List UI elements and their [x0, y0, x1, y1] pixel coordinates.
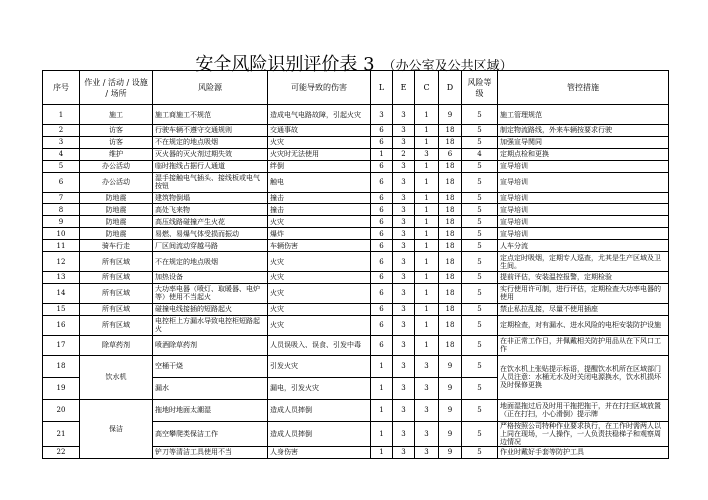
cell-src: 施工商施工不规范 [153, 105, 268, 125]
cell-lvl: 5 [462, 105, 498, 125]
cell-no: 8 [43, 204, 80, 216]
cell-c: 3 [415, 446, 439, 458]
cell-src: 高处飞来物 [153, 204, 268, 216]
cell-e: 3 [393, 446, 415, 458]
cell-src: 加热设备 [153, 272, 268, 284]
cell-act: 饮水机 [80, 355, 153, 399]
cell-c: 1 [415, 136, 439, 148]
cell-lvl: 5 [462, 303, 498, 315]
cell-no: 18 [43, 355, 80, 377]
table-row [43, 355, 669, 377]
table-row [43, 125, 669, 137]
cell-ctrl: 定期检查，对有漏水、进水风险的电柜安装防护设施 [498, 315, 669, 335]
cell-l: 1 [371, 355, 393, 377]
cell-l: 6 [371, 160, 393, 172]
cell-ctrl: 作业时戴好手套等防护工具 [498, 446, 669, 458]
cell-no: 11 [43, 240, 80, 252]
cell-d: 18 [439, 240, 462, 252]
cell-d: 18 [439, 160, 462, 172]
cell-lvl: 5 [462, 446, 498, 458]
cell-harm: 造成人员摔倒 [268, 399, 371, 421]
cell-no: 2 [43, 125, 80, 137]
table-row [43, 252, 669, 272]
cell-lvl: 5 [462, 421, 498, 446]
cell-l: 3 [371, 105, 393, 125]
cell-no: 12 [43, 252, 80, 272]
cell-c: 1 [415, 335, 439, 355]
cell-d: 18 [439, 204, 462, 216]
cell-d: 18 [439, 172, 462, 192]
cell-act: 维护 [80, 148, 153, 160]
cell-lvl: 5 [462, 228, 498, 240]
cell-l: 6 [371, 172, 393, 192]
header-cell: 序号 [43, 71, 80, 105]
cell-c: 3 [415, 399, 439, 421]
cell-src: 厂区间流动穿越马路 [153, 240, 268, 252]
cell-ctrl: 地面湿拖过后及时用干拖把拖干，并在打扫区域放置（正在打扫，小心滑倒）提示牌 [498, 399, 669, 421]
cell-d: 18 [439, 272, 462, 284]
cell-ctrl: 宣导培训 [498, 192, 669, 204]
cell-d: 18 [439, 303, 462, 315]
cell-harm: 车辆伤害 [268, 240, 371, 252]
header-cell: E [393, 71, 415, 105]
cell-d: 9 [439, 446, 462, 458]
cell-ctrl: 宣导培训 [498, 204, 669, 216]
header-cell: 管控措施 [498, 71, 669, 105]
cell-d: 9 [439, 377, 462, 399]
cell-d: 18 [439, 125, 462, 137]
cell-harm: 漏电，引发火灾 [268, 377, 371, 399]
cell-l: 6 [371, 252, 393, 272]
cell-l: 6 [371, 315, 393, 335]
cell-src: 高压线路碰撞产生火花 [153, 216, 268, 228]
table-row [43, 204, 669, 216]
cell-no: 6 [43, 172, 80, 192]
title-main: 安全风险识别评价表 3 [195, 54, 375, 75]
cell-e: 3 [393, 204, 415, 216]
cell-ctrl: 制定物流路线，外来车辆按要求行驶 [498, 125, 669, 137]
cell-e: 3 [393, 335, 415, 355]
cell-src: 临时拖线占据行人通道 [153, 160, 268, 172]
cell-e: 2 [393, 148, 415, 160]
cell-d: 18 [439, 216, 462, 228]
cell-l: 1 [371, 148, 393, 160]
cell-harm: 撞击 [268, 192, 371, 204]
cell-src: 电控柜上方漏水导致电控柜短路起火 [153, 315, 268, 335]
cell-e: 3 [393, 283, 415, 303]
cell-lvl: 5 [462, 216, 498, 228]
cell-c: 1 [415, 272, 439, 284]
cell-ctrl: 人车分流 [498, 240, 669, 252]
cell-d: 9 [439, 421, 462, 446]
cell-lvl: 5 [462, 252, 498, 272]
cell-d: 9 [439, 105, 462, 125]
header-cell: 可能导致的伤害 [268, 71, 371, 105]
cell-act: 除草药剂 [80, 335, 153, 355]
cell-d: 18 [439, 192, 462, 204]
cell-d: 6 [439, 148, 462, 160]
cell-act: 所有区域 [80, 315, 153, 335]
cell-lvl: 5 [462, 192, 498, 204]
cell-l: 1 [371, 421, 393, 446]
cell-harm: 火灾 [268, 216, 371, 228]
cell-e: 3 [393, 160, 415, 172]
cell-l: 1 [371, 377, 393, 399]
cell-src: 行驶车辆不遵守交通规则 [153, 125, 268, 137]
cell-c: 1 [415, 303, 439, 315]
cell-src: 漏水 [153, 377, 268, 399]
cell-src: 拖地时地面太潮湿 [153, 399, 268, 421]
cell-e: 3 [393, 172, 415, 192]
cell-no: 3 [43, 136, 80, 148]
cell-act: 办公活动 [80, 160, 153, 172]
cell-lvl: 5 [462, 204, 498, 216]
cell-e: 3 [393, 105, 415, 125]
cell-act: 访客 [80, 125, 153, 137]
cell-c: 1 [415, 315, 439, 335]
header-cell: L [371, 71, 393, 105]
header-cell: 风险等级 [462, 71, 498, 105]
cell-harm: 火灾 [268, 272, 371, 284]
cell-e: 3 [393, 228, 415, 240]
cell-ctrl: 在饮水机上张贴提示标语，提醒饮水机所在区域部门人员注意：水桶无水及时关闭电源换水，饮水机损坏及时保修更换 [498, 355, 669, 399]
cell-e: 3 [393, 192, 415, 204]
cell-e: 3 [393, 216, 415, 228]
cell-harm: 引发火灾 [268, 355, 371, 377]
cell-harm: 火灾时无法使用 [268, 148, 371, 160]
cell-c: 1 [415, 228, 439, 240]
cell-src: 建筑物倒塌 [153, 192, 268, 204]
cell-ctrl: 提前评估，安装温控报警，定期检验 [498, 272, 669, 284]
cell-src: 碰撞电线接插的短路起火 [153, 303, 268, 315]
cell-d: 18 [439, 252, 462, 272]
cell-no: 4 [43, 148, 80, 160]
cell-harm: 造成电气电路故障，引起火灾 [268, 105, 371, 125]
cell-l: 6 [371, 303, 393, 315]
cell-d: 18 [439, 335, 462, 355]
cell-harm: 火灾 [268, 315, 371, 335]
cell-no: 20 [43, 399, 80, 421]
cell-no: 14 [43, 283, 80, 303]
cell-c: 1 [415, 204, 439, 216]
cell-act: 施工 [80, 105, 153, 125]
cell-lvl: 5 [462, 377, 498, 399]
table-row [43, 172, 669, 192]
cell-c: 3 [415, 377, 439, 399]
cell-e: 3 [393, 240, 415, 252]
cell-e: 3 [393, 125, 415, 137]
cell-c: 1 [415, 283, 439, 303]
cell-d: 9 [439, 355, 462, 377]
table-row [43, 399, 669, 421]
table-row [43, 160, 669, 172]
cell-c: 1 [415, 105, 439, 125]
header-cell: D [439, 71, 462, 105]
cell-c: 3 [415, 421, 439, 446]
cell-harm: 人身伤害 [268, 446, 371, 458]
cell-harm: 火灾 [268, 252, 371, 272]
cell-d: 9 [439, 399, 462, 421]
cell-ctrl: 定期点检和更换 [498, 148, 669, 160]
title-subtitle: （办公室及公共区域） [382, 59, 513, 74]
cell-act: 保洁 [80, 399, 153, 458]
cell-src: 灭火器的灭火剂过期失效 [153, 148, 268, 160]
cell-act: 防地震 [80, 228, 153, 240]
cell-l: 1 [371, 399, 393, 421]
cell-ctrl: 宣导培训 [498, 160, 669, 172]
header-cell: 作业 / 活动 / 设施 / 场所 [80, 71, 153, 105]
cell-lvl: 5 [462, 335, 498, 355]
cell-harm: 交通事故 [268, 125, 371, 137]
cell-l: 6 [371, 192, 393, 204]
cell-l: 6 [371, 335, 393, 355]
cell-e: 3 [393, 252, 415, 272]
cell-act: 防地震 [80, 216, 153, 228]
cell-e: 3 [393, 355, 415, 377]
cell-lvl: 5 [462, 160, 498, 172]
cell-act: 所有区域 [80, 303, 153, 315]
cell-l: 6 [371, 228, 393, 240]
cell-c: 1 [415, 192, 439, 204]
cell-e: 3 [393, 136, 415, 148]
cell-act: 访客 [80, 136, 153, 148]
cell-e: 3 [393, 272, 415, 284]
cell-c: 1 [415, 125, 439, 137]
cell-src: 空桶干烧 [153, 355, 268, 377]
table-row [43, 303, 669, 315]
header-row [43, 71, 669, 105]
cell-no: 16 [43, 315, 80, 335]
cell-harm: 绊倒 [268, 160, 371, 172]
header-cell: 风险源 [153, 71, 268, 105]
cell-src: 铲刀等清洁工具使用不当 [153, 446, 268, 458]
cell-lvl: 5 [462, 283, 498, 303]
risk-table [42, 70, 669, 459]
cell-lvl: 5 [462, 399, 498, 421]
cell-c: 1 [415, 216, 439, 228]
cell-lvl: 5 [462, 315, 498, 335]
cell-e: 3 [393, 399, 415, 421]
cell-act: 所有区域 [80, 283, 153, 303]
cell-e: 3 [393, 315, 415, 335]
cell-src: 不在规定的地点吸烟 [153, 252, 268, 272]
cell-ctrl: 禁止私拉乱接，尽量不使用插座 [498, 303, 669, 315]
cell-no: 15 [43, 303, 80, 315]
cell-l: 6 [371, 216, 393, 228]
cell-c: 1 [415, 172, 439, 192]
cell-harm: 爆炸 [268, 228, 371, 240]
cell-l: 6 [371, 125, 393, 137]
cell-lvl: 5 [462, 240, 498, 252]
cell-e: 3 [393, 377, 415, 399]
table-row [43, 136, 669, 148]
cell-src: 不在规定的地点吸烟 [153, 136, 268, 148]
cell-lvl: 5 [462, 125, 498, 137]
cell-harm: 撞击 [268, 204, 371, 216]
cell-harm: 火灾 [268, 283, 371, 303]
cell-l: 6 [371, 204, 393, 216]
cell-no: 17 [43, 335, 80, 355]
table-row [43, 216, 669, 228]
cell-d: 18 [439, 315, 462, 335]
cell-ctrl: 加强宣导関同 [498, 136, 669, 148]
cell-harm: 造成人员摔倒 [268, 421, 371, 446]
cell-act: 防地震 [80, 192, 153, 204]
cell-l: 1 [371, 446, 393, 458]
cell-d: 18 [439, 136, 462, 148]
cell-lvl: 4 [462, 148, 498, 160]
cell-ctrl: 严格按照公司特种作业要求执行，在工作时需两人以上同在现场，一人操作，一人负责扶稳梯子和观察周边情况 [498, 421, 669, 446]
header-cell: C [415, 71, 439, 105]
cell-no: 10 [43, 228, 80, 240]
cell-act: 办公活动 [80, 172, 153, 192]
cell-c: 1 [415, 240, 439, 252]
cell-e: 3 [393, 303, 415, 315]
table-row [43, 315, 669, 335]
cell-c: 1 [415, 252, 439, 272]
cell-ctrl: 宣导培训 [498, 216, 669, 228]
cell-l: 6 [371, 240, 393, 252]
cell-no: 19 [43, 377, 80, 399]
cell-lvl: 5 [462, 136, 498, 148]
cell-src: 湿手接触电气插头、接线板或电气按钮 [153, 172, 268, 192]
cell-l: 6 [371, 136, 393, 148]
cell-act: 防地震 [80, 204, 153, 216]
table-row [43, 105, 669, 125]
cell-e: 3 [393, 421, 415, 446]
table-row [43, 283, 669, 303]
cell-d: 18 [439, 228, 462, 240]
cell-l: 6 [371, 283, 393, 303]
cell-no: 21 [43, 421, 80, 446]
table-row [43, 272, 669, 284]
cell-ctrl: 实行使用许可制，进行评估，定期检查大功率电器的使用 [498, 283, 669, 303]
cell-lvl: 5 [462, 355, 498, 377]
cell-ctrl: 宣导培训 [498, 228, 669, 240]
cell-src: 高空攀爬类保洁工作 [153, 421, 268, 446]
cell-c: 1 [415, 160, 439, 172]
cell-act: 骑车行走 [80, 240, 153, 252]
cell-ctrl: 定点定时吸烟，定期专人巡查，尤其是生产区域及卫生间。 [498, 252, 669, 272]
cell-harm: 人员误吸入、误食、引发中毒 [268, 335, 371, 355]
cell-d: 18 [439, 283, 462, 303]
cell-c: 3 [415, 355, 439, 377]
cell-src: 大功率电器（喷灯、取暖器、电炉等）使用不当起火 [153, 283, 268, 303]
cell-no: 9 [43, 216, 80, 228]
table-row [43, 228, 669, 240]
cell-l: 6 [371, 272, 393, 284]
cell-ctrl: 施工管理规范 [498, 105, 669, 125]
cell-lvl: 5 [462, 272, 498, 284]
cell-no: 7 [43, 192, 80, 204]
cell-src: 易燃、易爆气体受损而振动 [153, 228, 268, 240]
cell-act: 所有区域 [80, 272, 153, 284]
cell-no: 1 [43, 105, 80, 125]
cell-no: 22 [43, 446, 80, 458]
cell-c: 3 [415, 148, 439, 160]
cell-src: 喷酒除草药剂 [153, 335, 268, 355]
cell-ctrl: 在非正常工作日，并佩戴相关防护用品从在下风口工作 [498, 335, 669, 355]
table-row [43, 240, 669, 252]
cell-ctrl: 宣导培训 [498, 172, 669, 192]
table-row [43, 148, 669, 160]
table-row [43, 192, 669, 204]
cell-no: 13 [43, 272, 80, 284]
cell-lvl: 5 [462, 172, 498, 192]
table-row [43, 335, 669, 355]
cell-harm: 火灾 [268, 303, 371, 315]
cell-act: 所有区域 [80, 252, 153, 272]
cell-harm: 触电 [268, 172, 371, 192]
cell-no: 5 [43, 160, 80, 172]
cell-harm: 火灾 [268, 136, 371, 148]
